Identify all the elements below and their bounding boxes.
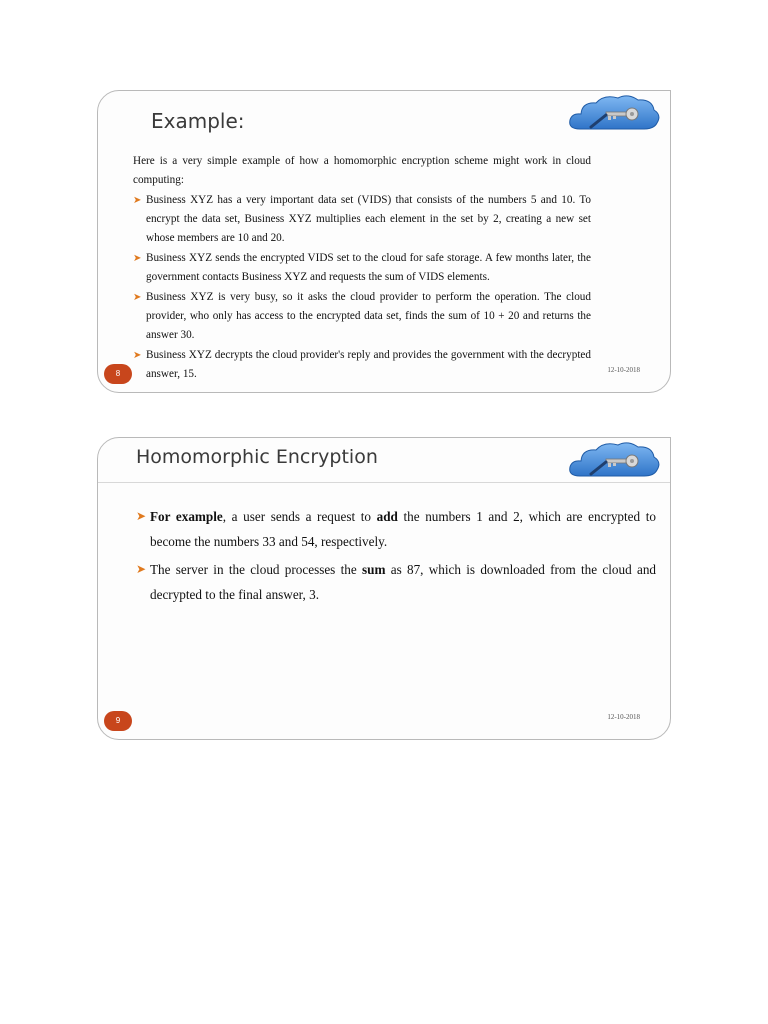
intro-text: Here is a very simple example of how a homomorphic encryption scheme might work in cloud computing:	[133, 155, 591, 186]
slide-8	[97, 90, 671, 393]
slide-date: 12-10-2018	[607, 713, 640, 721]
cloud-key-icon	[566, 438, 662, 482]
slide-title: Example:	[151, 109, 245, 133]
list-item: ➤ Business XYZ is very busy, so it asks the cloud provider to perform the operation. The cloud provider, who only has access to the encrypted data set, finds the sum of 10 + 20 and returns the answer 30.	[133, 288, 591, 345]
arrow-bullet-icon: ➤	[133, 292, 142, 303]
slide-number-badge: 9	[104, 711, 132, 731]
title-divider	[98, 482, 670, 483]
list-item: ➤ Business XYZ decrypts the cloud provider's reply and provides the government with the decrypted answer, 15.	[133, 346, 591, 384]
slide-title: Homomorphic Encryption	[136, 446, 378, 468]
arrow-bullet-icon: ➤	[136, 509, 147, 523]
list-item: ➤ For example, a user sends a request to add the numbers 1 and 2, which are encrypted to become the numbers 33 and 54, respectively.	[136, 504, 656, 554]
slide-date: 12-10-2018	[607, 366, 640, 374]
slide-9	[97, 437, 671, 740]
list-item: ➤ Business XYZ sends the encrypted VIDS set to the cloud for safe storage. A few months later, the government contacts Business XYZ and requests the sum of VIDS elements.	[133, 249, 591, 287]
list-item: ➤ Business XYZ has a very important data set (VIDS) that consists of the numbers 5 and 10. To encrypt the data set, Business XYZ multiplies each element in the set by 2, creating a new set whose members are 10 and 20.	[133, 191, 591, 248]
arrow-bullet-icon: ➤	[133, 350, 142, 361]
arrow-bullet-icon: ➤	[133, 253, 142, 264]
arrow-bullet-icon: ➤	[133, 195, 142, 206]
list-item: ➤ The server in the cloud processes the sum as 87, which is downloaded from the cloud and decrypted to the final answer, 3.	[136, 557, 656, 607]
arrow-bullet-icon: ➤	[136, 562, 147, 576]
cloud-key-icon	[566, 91, 662, 135]
slide-number-badge: 8	[104, 364, 132, 384]
